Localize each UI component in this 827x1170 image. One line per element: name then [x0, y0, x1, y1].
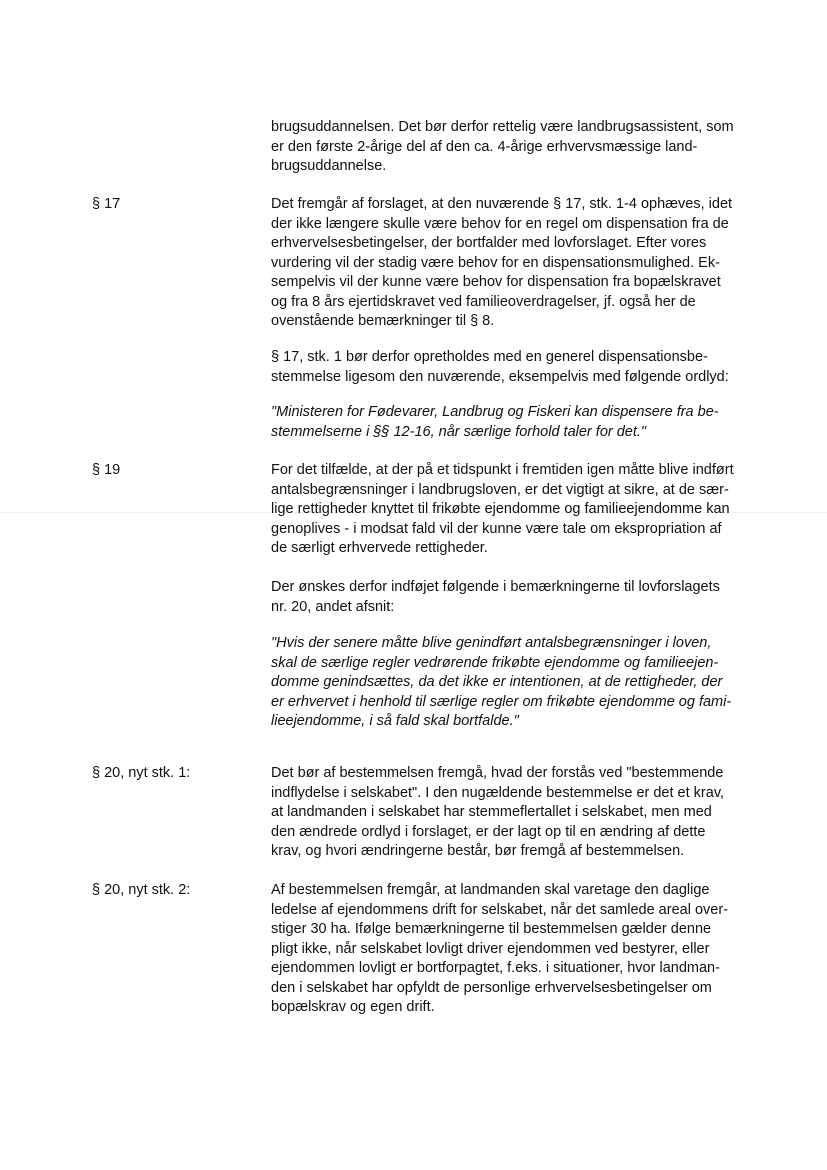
paragraph-section-20-stk-2	[271, 881, 771, 1018]
paragraph-section-19	[271, 461, 771, 559]
text-line: sempelvis vil der kunne være behov for dispensation fra bopælskravet	[271, 274, 721, 290]
section-label-20-stk-1: § 20, nyt stk. 1:	[92, 765, 191, 781]
paragraph-section-19-request	[271, 578, 771, 617]
text-line: og fra 8 års ejertidskravet ved familieoverdragelser, jf. også her de	[271, 293, 696, 310]
text-line: er erhvervet i henhold til særlige regler om frikøbte ejendomme og fami-	[271, 693, 732, 710]
text-line: antalsbegrænsninger i landbrugsloven, er det vigtigt at sikre, at de sær-	[271, 481, 729, 498]
text-line: Det fremgår af forslaget, at den nuværende § 17, stk. 1-4 ophæves, idet	[271, 196, 733, 212]
text-line: den ændrede ordlyd i forslaget, er der lagt op til en ændring af dette	[271, 823, 706, 840]
text-line: § 17, stk. 1 bør derfor opretholdes med en generel dispensationsbe-	[271, 349, 708, 365]
text-line: lieejendomme, i så fald skal bortfalde."	[271, 713, 519, 729]
paragraph-section-17	[271, 195, 771, 332]
text-line: stemmelserne i §§ 12-16, når særlige forhold taler for det."	[271, 423, 647, 440]
paragraph-continuation	[271, 118, 771, 177]
quoted-wording-section-19	[271, 634, 771, 732]
paragraph-section-17-proposal	[271, 348, 771, 387]
text-line: at landmanden i selskabet har stemmeflertallet i selskabet, men med	[271, 804, 712, 820]
section-label-17: § 17	[92, 196, 121, 212]
quoted-wording-section-17	[271, 403, 771, 442]
text-line: indflydelse i selskabet". I den nugældende bestemmelse er det et krav,	[271, 784, 725, 801]
text-line: "Ministeren for Fødevarer, Landbrug og Fiskeri kan dispensere fra be-	[271, 404, 719, 420]
text-line: nr. 20, andet afsnit:	[271, 598, 395, 615]
text-line: der ikke længere skulle være behov for en regel om dispensation fra de	[271, 215, 729, 232]
text-line: For det tilfælde, at der på et tidspunkt i fremtiden igen måtte blive indført	[271, 462, 734, 478]
text-line: vurdering vil der stadig være behov for en dispensationsmulighed. Ek-	[271, 254, 720, 271]
text-line: den i selskabet har opfyldt de personlige erhvervelsesbetingelser om	[271, 979, 712, 996]
text-line: erhvervelsesbetingelser, der bortfalder med lovforslaget. Efter vores	[271, 235, 707, 251]
text-line: "Hvis der senere måtte blive genindført antalsbegrænsninger i loven,	[271, 635, 712, 651]
text-line: brugsuddannelse.	[271, 158, 387, 174]
text-line: Der ønskes derfor indføjet følgende i bemærkningerne til lovforslagets	[271, 579, 720, 595]
text-line: Det bør af bestemmelsen fremgå, hvad der forstås ved "bestemmende	[271, 765, 724, 781]
text-line: bopælskrav og egen drift.	[271, 999, 435, 1015]
text-line: brugsuddannelsen. Det bør derfor rettelig være landbrugsassistent, som	[271, 119, 734, 135]
text-line: krav, og hvori ændringerne består, bør fremgå af bestemmelsen.	[271, 843, 685, 859]
section-label-19: § 19	[92, 462, 121, 478]
text-line: stiger 30 ha. Ifølge bemærkningerne til bestemmelsen gælder denne	[271, 921, 712, 937]
paragraph-section-20-stk-1	[271, 764, 771, 862]
text-line: lige rettigheder knyttet til frikøbte ejendomme og familieejendomme kan	[271, 501, 730, 517]
text-line: genoplives - i modsat fald vil der kunne være tale om ekspropriation af	[271, 520, 722, 537]
text-line: stemmelse ligesom den nuværende, eksempelvis med følgende ordlyd:	[271, 368, 729, 385]
text-line: ovenstående bemærkninger til § 8.	[271, 313, 495, 329]
text-line: skal de særlige regler vedrørende frikøbte ejendomme og familieejen-	[271, 654, 719, 671]
text-line: ledelse af ejendommens drift for selskabet, når det samlede areal over-	[271, 901, 728, 918]
text-line: er den første 2-årige del af den ca. 4-årige erhvervsmæssige land-	[271, 138, 698, 155]
text-line: de særligt erhvervede rettigheder.	[271, 540, 488, 556]
section-label-20-stk-2: § 20, nyt stk. 2:	[92, 882, 191, 898]
text-line: ejendommen lovligt er bortforpagtet, f.eks. i situationer, hvor landman-	[271, 960, 720, 976]
text-line: domme genindsættes, da det ikke er intentionen, at de rettigheder, der	[271, 674, 723, 690]
text-line: pligt ikke, når selskabet lovligt driver ejendommen ved bestyrer, eller	[271, 940, 710, 957]
text-line: Af bestemmelsen fremgår, at landmanden skal varetage den daglige	[271, 882, 710, 898]
